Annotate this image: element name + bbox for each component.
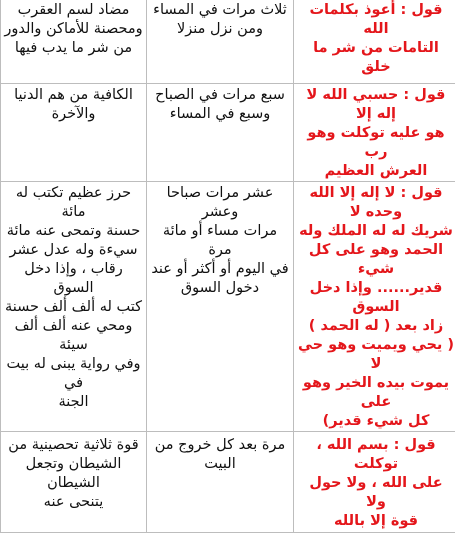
- table-row: [1, 182, 455, 432]
- count-cell: سبع مرات في الصباح وسبع في المساء: [147, 84, 294, 182]
- dhikr-cell: قول : حسبي الله لا إله إلا هو عليه توكلت وهو رب العرش العظيم: [294, 84, 455, 182]
- virtue-cell: قوة ثلاثية تحصينية من الشيطان وتجعل الشيطان يتنحى عنه: [1, 432, 147, 533]
- dhikr-cell: قول : بسم الله ، توكلت على الله ، ولا حول ولا قوة إلا بالله: [294, 432, 455, 533]
- table-row: [1, 84, 455, 182]
- dhikr-cell: قول : لا إله إلا الله وحده لا شريك له له الملك وله الحمد وهو على كل شيء قدير...... وإذا دخل السوق زاد بعد ( له الحمد ) ( يحي ويميت وهو حي لا يموت بيده الخير وهو على كل شيء قدير): [294, 182, 455, 432]
- count-cell: عشر مرات صباحا وعشر مرات مساء أو مائة مرة في اليوم أو أكثر أو عند دخول السوق: [147, 182, 294, 432]
- count-cell: مرة بعد كل خروج من البيت: [147, 432, 294, 533]
- dhikr-cell: قول : أعوذ بكلمات الله التامات من شر ما خلق: [294, 0, 455, 84]
- count-cell: ثلاث مرات في المساء ومن نزل منزلا: [147, 0, 294, 84]
- table-row: [1, 432, 455, 533]
- table-row: [1, 0, 455, 84]
- virtue-cell: حرز عظيم تكتب له مائة حسنة وتمحى عنه مائة سيءة وله عدل عشر رقاب ، وإذا دخل السوق كتب له ألف ألف حسنة ومحي عنه ألف ألف سيئة وفي رواية يبنى له بيت في الجنة: [1, 182, 147, 432]
- virtue-cell: مضاد لسم العقرب ومحصنة للأماكن والدور من شر ما يدب فيها: [1, 0, 147, 84]
- virtue-cell: الكافية من هم الدنيا والآخرة: [1, 84, 147, 182]
